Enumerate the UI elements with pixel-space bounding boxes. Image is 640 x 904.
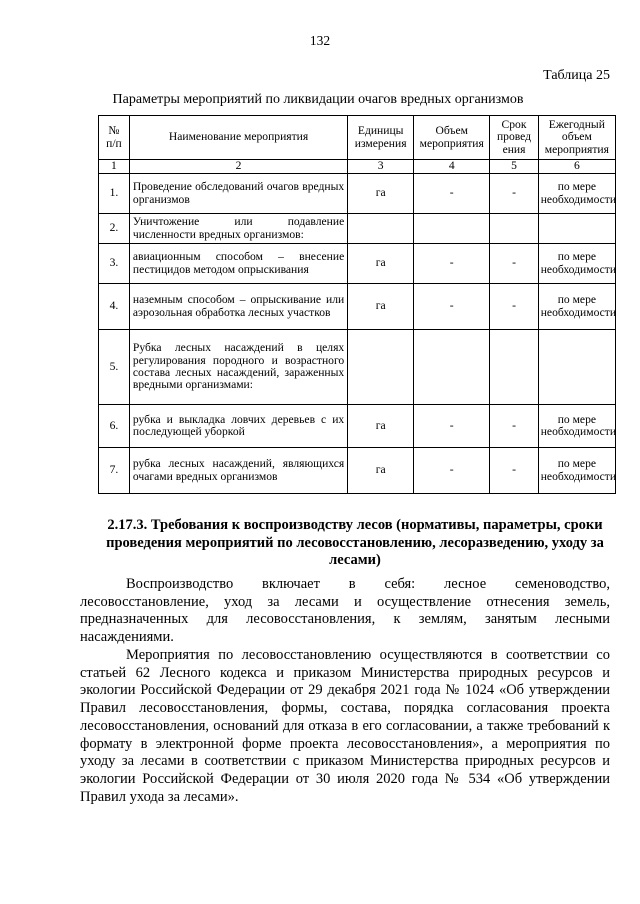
table-index-row xyxy=(99,160,616,174)
row-num: 6. xyxy=(99,405,130,448)
row-volume: - xyxy=(414,244,490,284)
row-unit: га xyxy=(348,448,414,494)
row-volume xyxy=(414,330,490,405)
row-volume: - xyxy=(414,405,490,448)
row-name: рубка лесных насаждений, являющихся очагами вредных организмов xyxy=(129,448,347,494)
row-term: - xyxy=(490,284,538,330)
table-row xyxy=(99,174,616,214)
row-term: - xyxy=(490,448,538,494)
row-annual: по мере необходимости xyxy=(538,448,615,494)
index-cell: 6 xyxy=(538,160,615,174)
row-unit xyxy=(348,214,414,244)
row-volume: - xyxy=(414,284,490,330)
table-caption: Параметры мероприятий по ликвидации очагов вредных организмов xyxy=(112,92,524,107)
row-num: 2. xyxy=(99,214,130,244)
row-unit: га xyxy=(348,405,414,448)
table-header-row xyxy=(99,116,616,160)
table-row xyxy=(99,405,616,448)
table-row xyxy=(99,284,616,330)
table-row xyxy=(99,214,616,244)
index-cell: 4 xyxy=(414,160,490,174)
row-term: - xyxy=(490,174,538,214)
row-annual: по мере необходимости xyxy=(538,174,615,214)
row-name: авиационным способом – внесение пестицидов методом опрыскивания xyxy=(129,244,347,284)
row-annual: по мере необходимости xyxy=(538,244,615,284)
header-term: Срок провед ения xyxy=(490,116,538,160)
row-name: Рубка лесных насаждений в целях регулирования породного и возрастного состава лесных насаждений, зараженных вредными организмами: xyxy=(129,330,347,405)
row-annual: по мере необходимости xyxy=(538,405,615,448)
row-volume: - xyxy=(414,174,490,214)
row-unit: га xyxy=(348,174,414,214)
row-num: 5. xyxy=(99,330,130,405)
row-name: Проведение обследований очагов вредных организмов xyxy=(129,174,347,214)
index-cell: 5 xyxy=(490,160,538,174)
header-units: Единицы измерения xyxy=(348,116,414,160)
row-num: 1. xyxy=(99,174,130,214)
table-row xyxy=(99,448,616,494)
row-volume xyxy=(414,214,490,244)
row-name: наземным способом – опрыскивание или аэрозольная обработка лесных участков xyxy=(129,284,347,330)
header-name: Наименование мероприятия xyxy=(129,116,347,160)
row-name: рубка и выкладка ловчих деревьев с их последующей уборкой xyxy=(129,405,347,448)
page-number: 132 xyxy=(309,33,331,48)
row-term xyxy=(490,214,538,244)
paragraph: Мероприятия по лесовосстановлению осуществляются в соответствии со статьей 62 Лесного кодекса и приказом Министерства природных ресурсов и экологии Российской Федерации от 29 декабря 2021 года № 1024 «Об утверждении Правил лесовосстановления, формы, состава, порядка согласования проекта лесовосстановления, оснований для отказа в его согласовании, а также требований к формату в электронной форме проекта лесовосстановления», а мероприятия по уходу за лесами в соответствии с приказом Министерства природных ресурсов и экологии Российской Федерации от 30 июля 2020 года № 534 «Об утверждении Правил ухода за лесами». xyxy=(80,647,610,805)
index-cell: 3 xyxy=(348,160,414,174)
row-annual: по мере необходимости xyxy=(538,284,615,330)
row-num: 3. xyxy=(99,244,130,284)
table-row xyxy=(99,244,616,284)
header-annual: Ежегодный объем мероприятия xyxy=(538,116,615,160)
row-num: 4. xyxy=(99,284,130,330)
row-annual xyxy=(538,214,615,244)
row-term: - xyxy=(490,244,538,284)
index-cell: 1 xyxy=(99,160,130,174)
row-volume: - xyxy=(414,448,490,494)
index-cell: 2 xyxy=(129,160,347,174)
row-term: - xyxy=(490,405,538,448)
table-label: Таблица 25 xyxy=(543,68,610,83)
row-name: Уничтожение или подавление численности вредных организмов: xyxy=(129,214,347,244)
row-unit: га xyxy=(348,244,414,284)
row-unit xyxy=(348,330,414,405)
header-num: № п/п xyxy=(99,116,130,160)
header-volume: Объем мероприятия xyxy=(414,116,490,160)
row-num: 7. xyxy=(99,448,130,494)
paragraph: Воспроизводство включает в себя: лесное семеноводство, лесовосстановление, уход за лесами и осуществление отнесения земель, предназначенных для лесовосстановления, к землям, занятым лесными насаждениями. xyxy=(80,576,610,646)
row-term xyxy=(490,330,538,405)
table-row xyxy=(99,330,616,405)
row-annual xyxy=(538,330,615,405)
section-heading: 2.17.3. Требования к воспроизводству лесов (нормативы, параметры, сроки проведения мероприятий по лесовосстановлению, лесоразведению, уходу за лесами) xyxy=(106,517,604,568)
measures-table xyxy=(98,115,616,494)
row-unit: га xyxy=(348,284,414,330)
